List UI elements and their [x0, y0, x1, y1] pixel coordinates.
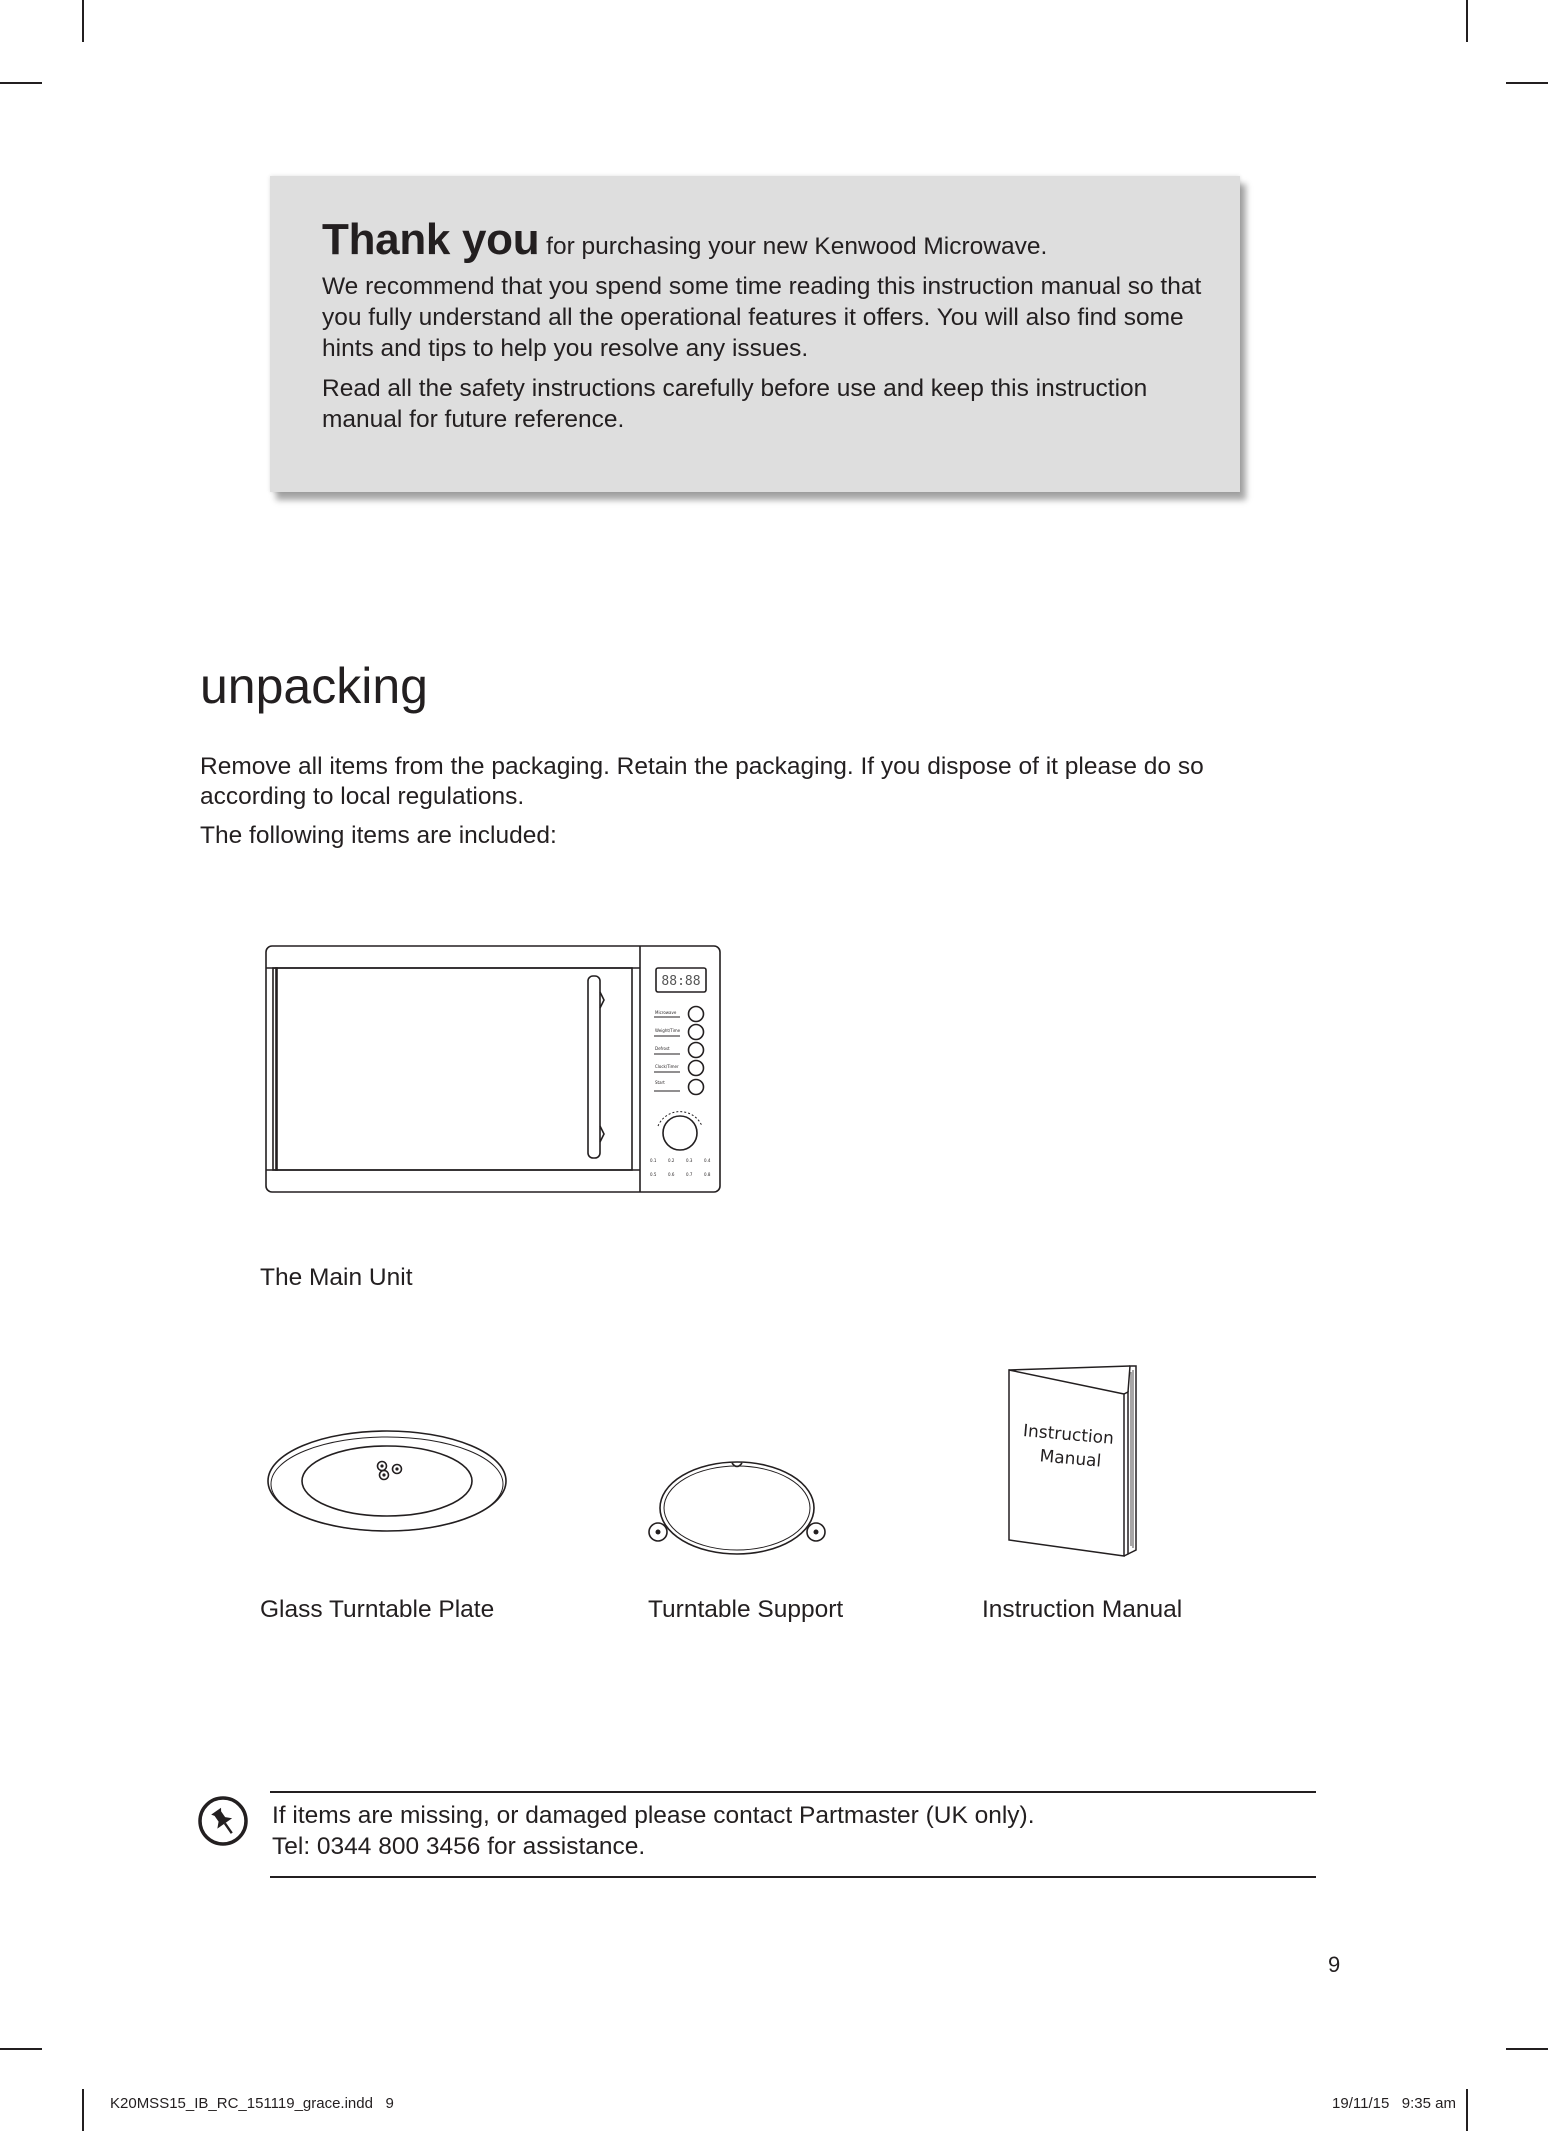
crop-mark — [1466, 2089, 1468, 2131]
thank-you-panel — [270, 176, 1240, 492]
crop-mark — [1506, 82, 1548, 84]
svg-text:Clock/Timer: Clock/Timer — [655, 1064, 679, 1069]
svg-text:0.3: 0.3 — [686, 1158, 693, 1163]
instruction-manual-illustration — [1004, 1362, 1150, 1558]
note-top-rule — [270, 1791, 1316, 1793]
svg-text:0.4: 0.4 — [704, 1158, 711, 1163]
manual-cover-line-2: Manual — [1038, 1446, 1103, 1472]
pushpin-icon — [197, 1795, 249, 1847]
note-line-2: Tel: 0344 800 3456 for assistance. — [272, 1833, 646, 1860]
thank-you-paragraph-1: We recommend that you spend some time reading this instruction manual so that you fully understand all the operational features it offers. You will also find some hints and tips to help you resolve any issues. — [322, 273, 1202, 362]
svg-text:Weight/Time: Weight/Time — [655, 1028, 681, 1033]
unpacking-intro — [200, 752, 1300, 860]
turntable-support-illustration — [644, 1456, 830, 1560]
main-unit-caption: The Main Unit — [260, 1264, 413, 1291]
svg-text:0.6: 0.6 — [668, 1172, 675, 1177]
svg-text:0.8: 0.8 — [704, 1172, 711, 1177]
note-bottom-rule — [270, 1876, 1316, 1878]
svg-text:Start: Start — [655, 1080, 665, 1085]
svg-text:0.7: 0.7 — [686, 1172, 693, 1177]
instruction-manual-caption: Instruction Manual — [982, 1596, 1183, 1623]
unpacking-paragraph-2: The following items are included: — [200, 822, 557, 849]
thank-you-title: Thank you — [322, 215, 540, 264]
note-line-1: If items are missing, or damaged please contact Partmaster (UK only). — [272, 1802, 1035, 1829]
unpacking-paragraph-1: Remove all items from the packaging. Retain the packaging. If you dispose of it please do so according to local regulations. — [200, 753, 1204, 810]
svg-text:Microwave: Microwave — [655, 1010, 677, 1015]
footer-file-info: K20MSS15_IB_RC_151119_grace.indd 9 — [110, 2095, 394, 2112]
glass-turntable-plate-illustration — [264, 1428, 510, 1538]
microwave-display-text: 88:88 — [661, 974, 701, 989]
svg-text:0.1: 0.1 — [650, 1158, 657, 1163]
crop-mark — [82, 0, 84, 42]
manual-cover-line-1: Instruction — [1022, 1421, 1115, 1449]
crop-mark — [0, 82, 42, 84]
thank-you-title-rest: for purchasing your new Kenwood Microwave. — [546, 233, 1048, 260]
crop-mark — [0, 2048, 42, 2050]
section-heading: unpacking — [200, 658, 428, 714]
footer-date: 19/11/15 9:35 am — [1332, 2095, 1456, 2112]
svg-text:Defrost: Defrost — [655, 1046, 670, 1051]
glass-turntable-plate-caption: Glass Turntable Plate — [260, 1596, 495, 1623]
crop-mark — [1506, 2048, 1548, 2050]
thank-you-text — [322, 215, 1222, 444]
crop-mark — [1466, 0, 1468, 42]
svg-text:0.2: 0.2 — [668, 1158, 675, 1163]
microwave-illustration — [260, 940, 726, 1196]
crop-mark — [82, 2089, 84, 2131]
turntable-support-caption: Turntable Support — [648, 1596, 844, 1623]
page-number: 9 — [1328, 1952, 1341, 1977]
thank-you-paragraph-2: Read all the safety instructions carefully before use and keep this instruction manual for future reference. — [322, 375, 1148, 433]
note-text — [272, 1800, 1035, 1862]
svg-text:0.5: 0.5 — [650, 1172, 657, 1177]
